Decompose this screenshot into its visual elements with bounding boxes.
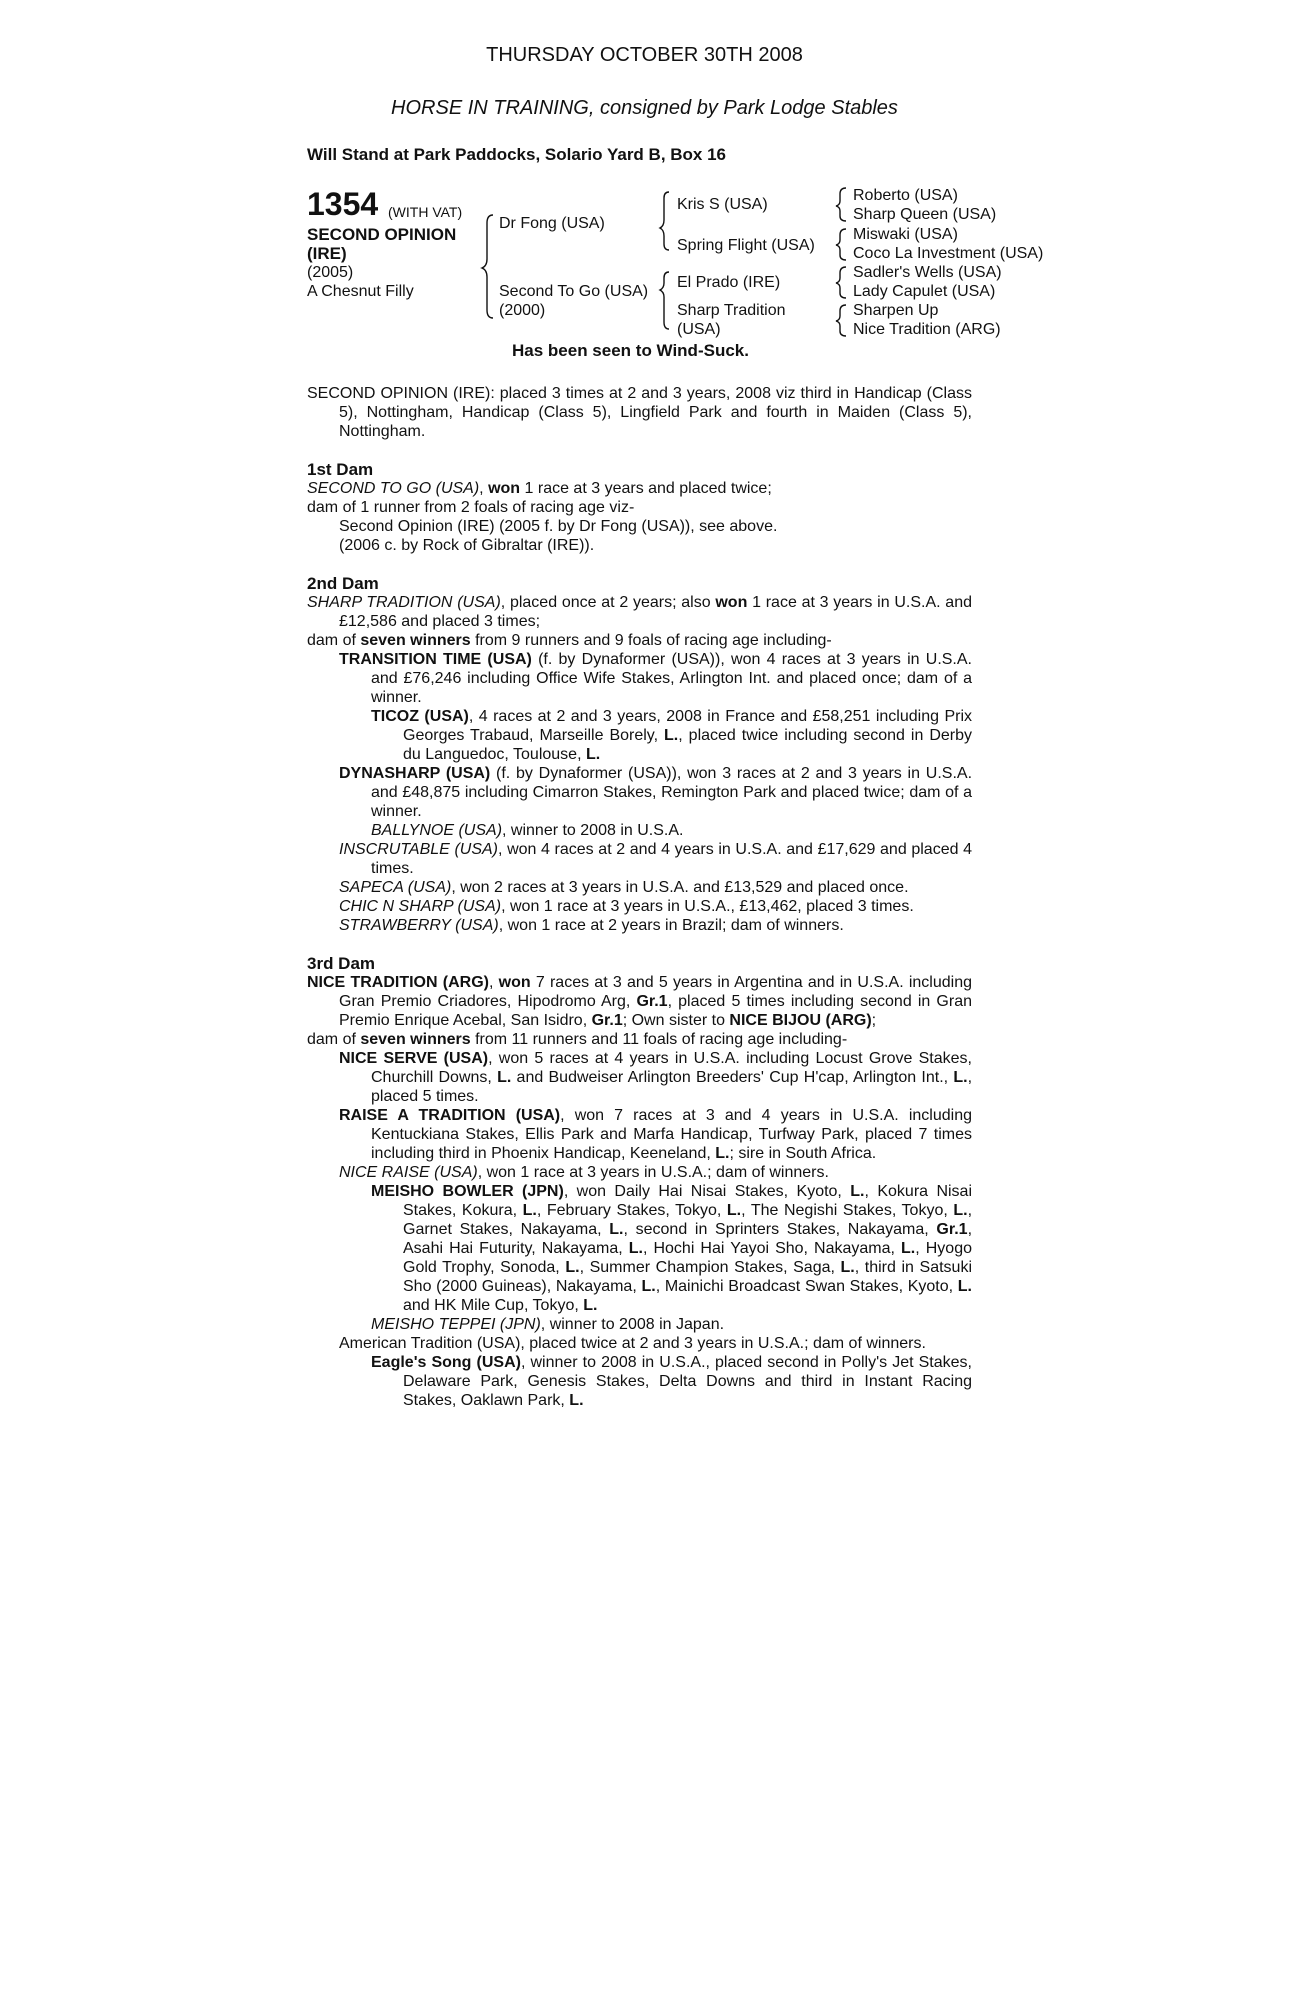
pedigree-g1: Roberto (USA)	[853, 187, 958, 204]
pedigree-braces	[0, 0, 1289, 360]
third-dam-entry-2: RAISE A TRADITION (USA), won 7 races at 3 and 4 years in U.S.A. including Kentuckiana Stakes, Ellis Park and Marfa Handicap, Turfway Park, placed 7 times including third in Phoenix Handicap, Keeneland, L.; sire in South Africa.	[339, 1107, 972, 1162]
second-dam-entry-6: SAPECA (USA), won 2 races at 3 years in U.S.A. and £13,529 and placed once.	[339, 879, 909, 896]
horse-year: (2005)	[307, 264, 354, 281]
second-dam-entry-2: TICOZ (USA), 4 races at 2 and 3 years, 2008 in France and £58,251 including Prix Georges Trabaud, Marseille Borely, L., placed twice including second in Derby du Languedoc, Toulouse, L.	[371, 708, 972, 763]
lot-number: 1354	[307, 186, 379, 222]
page-subtitle: HORSE IN TRAINING, consigned by Park Lodge Stables	[391, 97, 898, 119]
second-dam-entry-8: STRAWBERRY (USA), won 1 race at 2 years in Brazil; dam of winners.	[339, 917, 844, 934]
horse-name: SECOND OPINION	[307, 225, 457, 244]
first-dam-heading: 1st Dam	[307, 460, 374, 479]
first-dam-foal-2: (2006 c. by Rock of Gibraltar (IRE)).	[339, 537, 595, 554]
pedigree-dam-dam: Sharp Tradition	[677, 302, 786, 319]
first-dam-line: SECOND TO GO (USA), won 1 race at 3 years and placed twice;	[307, 480, 772, 497]
third-dam-entry-6: American Tradition (USA), placed twice at 2 and 3 years in U.S.A.; dam of winners.	[339, 1335, 926, 1352]
second-dam-entry-3: DYNASHARP (USA) (f. by Dynaformer (USA)), won 3 races at 2 and 3 years in U.S.A. and £48,875 including Cimarron Stakes, Remington Park and placed twice; dam of a winner.	[339, 765, 973, 820]
second-dam-line: SHARP TRADITION (USA), placed once at 2 years; also won 1 race at 3 years in U.S.A. and £12,586 and placed 3 times;	[307, 594, 972, 630]
page-date: THURSDAY OCTOBER 30TH 2008	[486, 44, 803, 66]
second-dam-entry-4: BALLYNOE (USA), winner to 2008 in U.S.A.	[371, 822, 684, 839]
wind-suck-note: Has been seen to Wind-Suck.	[512, 341, 749, 360]
horse-description: A Chesnut Filly	[307, 283, 414, 300]
first-dam-foal-1: Second Opinion (IRE) (2005 f. by Dr Fong (USA)), see above.	[339, 518, 778, 535]
pedigree-g3: Miswaki (USA)	[853, 226, 958, 243]
pedigree-dam-year: (2000)	[499, 302, 546, 319]
first-dam-produce: dam of 1 runner from 2 foals of racing age viz-	[307, 499, 635, 516]
third-dam-heading: 3rd Dam	[307, 954, 376, 973]
catalogue-body	[307, 384, 972, 1410]
third-dam-produce: dam of seven winners from 11 runners and 11 foals of racing age including-	[307, 1031, 848, 1048]
third-dam-line: NICE TRADITION (ARG), won 7 races at 3 and 5 years in Argentina and in U.S.A. including Gran Premio Criadores, Hipodromo Arg, Gr.1, placed 5 times including second in Gran Premio Enrique Acebal, San Isidro, Gr.1; Own sister to NICE BIJOU (ARG);	[307, 974, 973, 1029]
third-dam-entry-7: Eagle's Song (USA), winner to 2008 in U.S.A., placed second in Polly's Jet Stakes, Delaware Park, Genesis Stakes, Delta Downs and third in Instant Racing Stakes, Oaklawn Park, L.	[371, 1354, 972, 1409]
lot-vat: (WITH VAT)	[388, 204, 463, 220]
pedigree-g6: Lady Capulet (USA)	[853, 283, 996, 300]
pedigree-dam-sire: El Prado (IRE)	[677, 274, 781, 291]
horse-name-country: (IRE)	[307, 244, 347, 263]
pedigree-g7: Sharpen Up	[853, 302, 939, 319]
pedigree-g4: Coco La Investment (USA)	[853, 245, 1044, 262]
third-dam-entry-3: NICE RAISE (USA), won 1 race at 3 years in U.S.A.; dam of winners.	[339, 1164, 829, 1181]
second-dam-entry-5: INSCRUTABLE (USA), won 4 races at 2 and 4 years in U.S.A. and £17,629 and placed 4 times.	[339, 841, 973, 877]
second-dam-entry-7: CHIC N SHARP (USA), won 1 race at 3 years in U.S.A., £13,462, placed 3 times.	[339, 898, 914, 915]
third-dam-entry-4: MEISHO BOWLER (JPN), won Daily Hai Nisai Stakes, Kyoto, L., Kokura Nisai Stakes, Kokura, L., February Stakes, Tokyo, L., The Negishi Stakes, Tokyo, L., Garnet Stakes, Nakayama, L., second in Sprinters Stakes, Nakayama, Gr.1, Asahi Hai Futurity, Nakayama, L., Hochi Hai Yayoi Sho, Nakayama, L., Hyogo Gold Trophy, Sonoda, L., Summer Champion Stakes, Saga, L., third in Satsuki Sho (2000 Guineas), Nakayama, L., Mainichi Broadcast Swan Stakes, Kyoto, L. and HK Mile Cup, Tokyo, L.	[371, 1183, 973, 1314]
pedigree-g5: Sadler's Wells (USA)	[853, 264, 1002, 281]
second-dam-heading: 2nd Dam	[307, 574, 379, 593]
pedigree-sire: Dr Fong (USA)	[499, 215, 605, 232]
pedigree-g8: Nice Tradition (ARG)	[853, 321, 1001, 338]
horse-summary: SECOND OPINION (IRE): placed 3 times at 2 and 3 years, 2008 viz third in Handicap (Class 5), Nottingham, Handicap (Class 5), Lingfield Park and fourth in Maiden (Class 5), Nottingham.	[307, 385, 972, 440]
pedigree-dam: Second To Go (USA)	[499, 283, 649, 300]
pedigree-sire-sire: Kris S (USA)	[677, 196, 768, 213]
stand-location: Will Stand at Park Paddocks, Solario Yard B, Box 16	[307, 145, 727, 164]
pedigree-sire-dam: Spring Flight (USA)	[677, 237, 815, 254]
third-dam-entry-1: NICE SERVE (USA), won 5 races at 4 years in U.S.A. including Locust Grove Stakes, Churchill Downs, L. and Budweiser Arlington Breeders' Cup H'cap, Arlington Int., L., placed 5 times.	[339, 1050, 973, 1105]
pedigree-dam-dam-country: (USA)	[677, 321, 721, 338]
second-dam-produce: dam of seven winners from 9 runners and 9 foals of racing age including-	[307, 632, 832, 649]
third-dam-entry-5: MEISHO TEPPEI (JPN), winner to 2008 in Japan.	[371, 1316, 725, 1333]
pedigree-g2: Sharp Queen (USA)	[853, 206, 997, 223]
second-dam-entry-1: TRANSITION TIME (USA) (f. by Dynaformer (USA)), won 4 races at 3 years in U.S.A. and £76,246 including Office Wife Stakes, Arlington Int. and placed once; dam of a winner.	[339, 651, 972, 706]
